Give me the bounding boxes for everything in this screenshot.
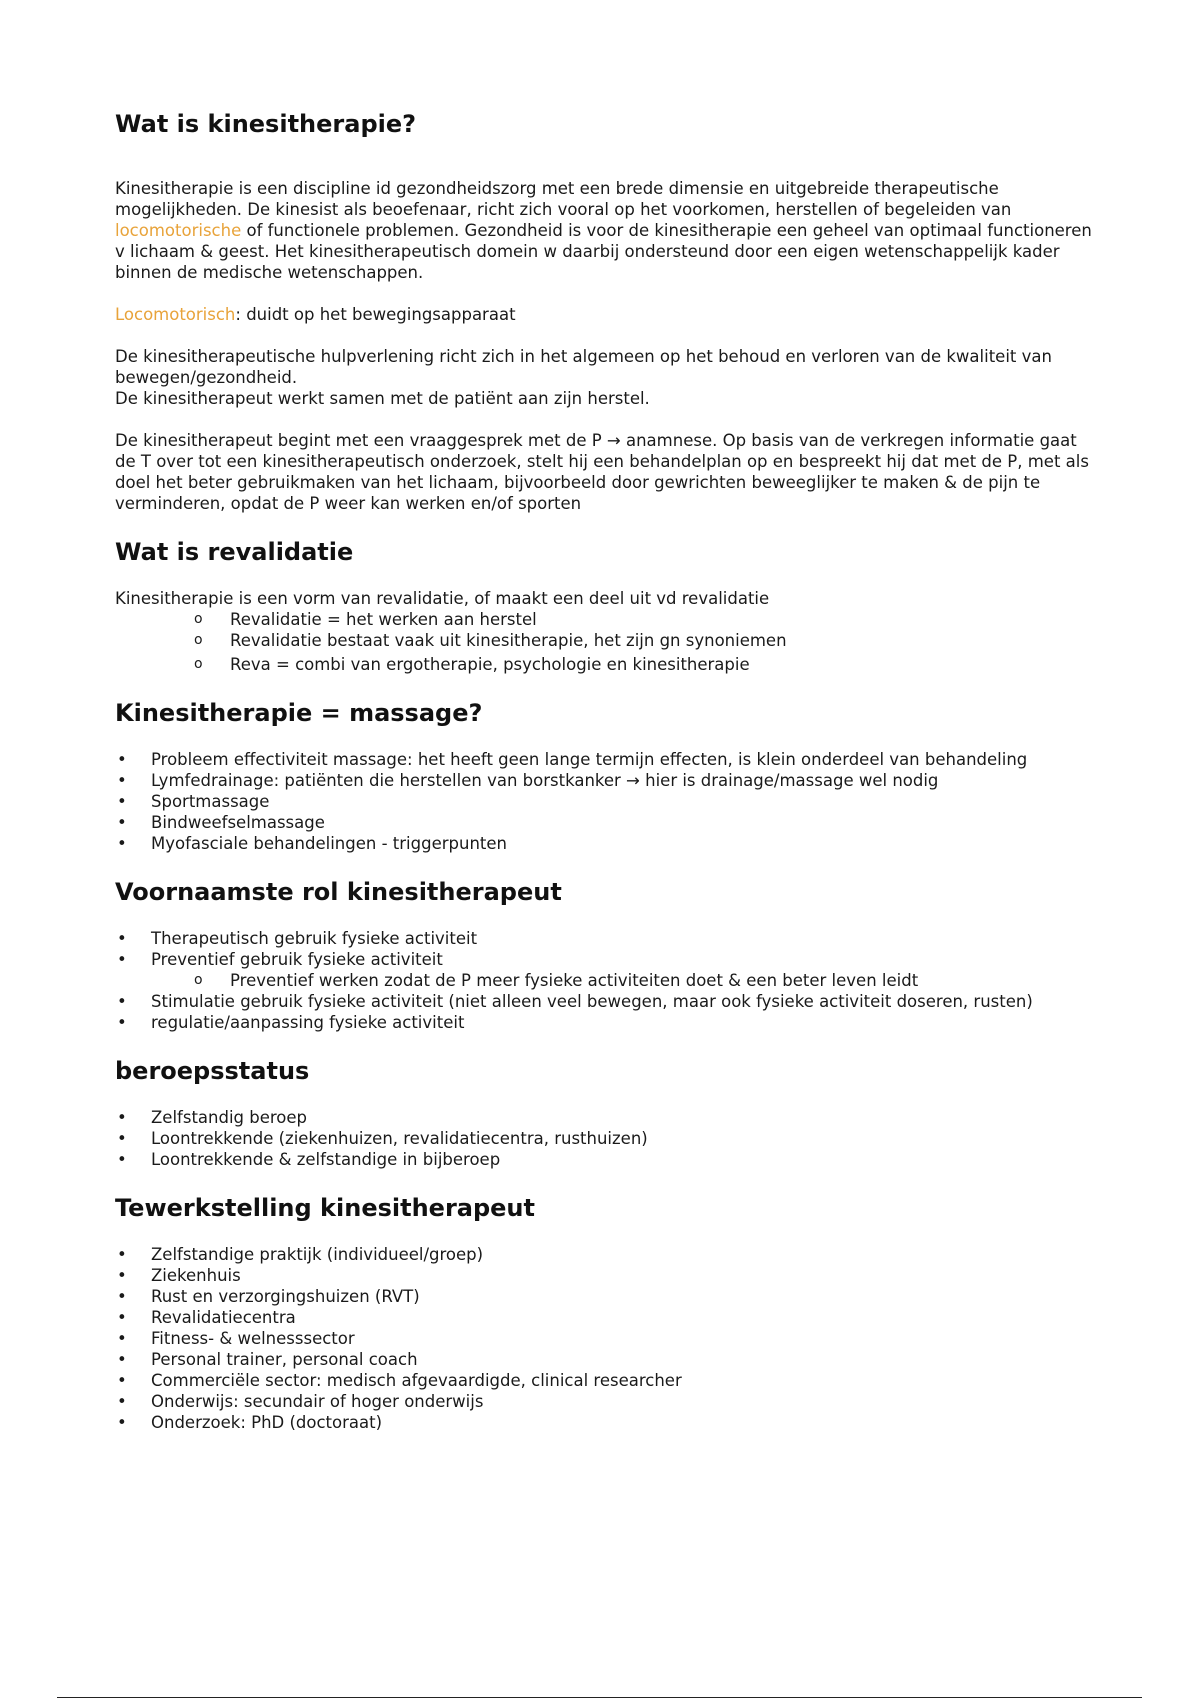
- paragraph-anamnese: De kinesitherapeut begint met een vraaggesprek met de P → anamnese. Op basis van de verkregen informatie gaat de T over tot een kinesitherapeutisch onderzoek, stelt hij een behandelplan op en bespreekt hij dat met de P, met als doel het beter gebruikmaken van het lichaam, bijvoorbeeld door gewrichten beweeglijker te maken & de pijn te verminderen, opdat de P weer kan werken en/of sporten: [115, 431, 1089, 513]
- circle-bullet-icon: o: [194, 656, 203, 672]
- list-item-text: Myofasciale behandelingen - triggerpunten: [151, 834, 507, 853]
- bullet-icon: •: [117, 992, 127, 1011]
- list-item: [115, 1349, 1095, 1370]
- bullet-icon: •: [117, 1287, 127, 1306]
- list-item-text: Rust en verzorgingshuizen (RVT): [151, 1287, 420, 1306]
- heading-wat-is-kinesitherapie: Wat is kinesitherapie?: [115, 110, 417, 138]
- heading-wat-is-revalidatie: Wat is revalidatie: [115, 538, 354, 566]
- heading-voornaamste-rol: Voornaamste rol kinesitherapeut: [115, 878, 562, 906]
- bullet-icon: •: [117, 1350, 127, 1369]
- list-item: [115, 1370, 1095, 1391]
- list-item: [115, 1244, 1095, 1265]
- revalidatie-list: [115, 609, 1095, 675]
- list-item-text: Commerciële sector: medisch afgevaardigde, clinical researcher: [151, 1371, 682, 1390]
- bullet-icon: •: [117, 1413, 127, 1432]
- list-item-text: Loontrekkende & zelfstandige in bijberoep: [151, 1150, 501, 1169]
- list-item: [115, 949, 1095, 970]
- bullet-icon: •: [117, 834, 127, 853]
- list-item: [115, 1107, 1095, 1128]
- bullet-icon: •: [117, 813, 127, 832]
- definition-locomotorisch: [115, 304, 1095, 325]
- list-item-text: Revalidatie bestaat vaak uit kinesitherapie, het zijn gn synoniemen: [230, 631, 787, 650]
- list-item-text: Onderzoek: PhD (doctoraat): [151, 1413, 383, 1432]
- bullet-icon: •: [117, 929, 127, 948]
- list-item-text: Sportmassage: [151, 792, 270, 811]
- list-item: [115, 630, 1095, 651]
- list-item: [115, 1391, 1095, 1412]
- bullet-icon: •: [117, 1150, 127, 1169]
- list-item-text: Zelfstandige praktijk (individueel/groep): [151, 1245, 484, 1264]
- list-item: [115, 1128, 1095, 1149]
- highlight-term: locomotorische: [115, 221, 242, 240]
- list-item: [115, 609, 1095, 630]
- bullet-icon: •: [117, 1371, 127, 1390]
- rol-list-continued: [115, 991, 1095, 1033]
- list-item: [115, 749, 1095, 770]
- list-item-text: Therapeutisch gebruik fysieke activiteit: [151, 929, 478, 948]
- bullet-icon: •: [117, 792, 127, 811]
- list-item: [115, 991, 1095, 1012]
- list-item-text: Zelfstandig beroep: [151, 1108, 308, 1127]
- list-item: [115, 1265, 1095, 1286]
- paragraph-definition: [115, 178, 1095, 283]
- bullet-icon: •: [117, 950, 127, 969]
- list-item-text: Probleem effectiviteit massage: het heeft geen lange termijn effecten, is klein onderdeel van behandeling: [151, 750, 1028, 769]
- list-item: [115, 1328, 1095, 1349]
- list-item: [115, 1307, 1095, 1328]
- list-item-text: Fitness- & welnesssector: [151, 1329, 355, 1348]
- list-item-text: Preventief werken zodat de P meer fysieke activiteiten doet & een beter leven leidt: [230, 971, 919, 990]
- definition-term: Locomotorisch: [115, 305, 236, 324]
- bullet-icon: •: [117, 1108, 127, 1127]
- paragraph-text: Kinesitherapie is een discipline id gezondheidszorg met een brede dimensie en uitgebreide therapeutische mogelijkheden. De kinesist als beoefenaar, richt zich vooral op het voorkomen, herstellen of begeleiden van: [115, 179, 1012, 219]
- bullet-icon: •: [117, 1329, 127, 1348]
- circle-bullet-icon: o: [194, 972, 203, 988]
- heading-beroepsstatus: beroepsstatus: [115, 1057, 310, 1085]
- list-item-text: Ziekenhuis: [151, 1266, 241, 1285]
- list-item: [115, 970, 1095, 991]
- bullet-icon: •: [117, 1266, 127, 1285]
- paragraph-revalidatie-intro: Kinesitherapie is een vorm van revalidatie, of maakt een deel uit vd revalidatie: [115, 589, 770, 608]
- list-item: [115, 833, 1095, 854]
- list-item: [115, 654, 1095, 675]
- list-item-text: Personal trainer, personal coach: [151, 1350, 418, 1369]
- list-item-text: Reva = combi van ergotherapie, psychologie en kinesitherapie: [230, 655, 750, 674]
- massage-list: [115, 749, 1095, 854]
- list-item: [115, 1286, 1095, 1307]
- list-item: [115, 1412, 1095, 1433]
- footer-divider: [57, 1697, 1142, 1698]
- list-item: [115, 1012, 1095, 1033]
- paragraph-text: of functionele problemen. Gezondheid is voor de kinesitherapie een geheel van optimaal functioneren v lichaam & geest. Het kinesitherapeutisch domein w daarbij ondersteund door een eigen wetenschappelijk kader binnen de medische wetenschappen.: [115, 221, 1092, 282]
- list-item: [115, 812, 1095, 833]
- paragraph-hulpverlening: De kinesitherapeutische hulpverlening richt zich in het algemeen op het behoud en verloren van de kwaliteit van bewegen/gezondheid.: [115, 347, 1052, 387]
- paragraph-samenwerking: De kinesitherapeut werkt samen met de patiënt aan zijn herstel.: [115, 389, 650, 408]
- list-item-text: Bindweefselmassage: [151, 813, 325, 832]
- bullet-icon: •: [117, 750, 127, 769]
- rol-sublist: [115, 970, 1095, 991]
- list-item-text: Revalidatie = het werken aan herstel: [230, 610, 537, 629]
- list-item-text: Loontrekkende (ziekenhuizen, revalidatiecentra, rusthuizen): [151, 1129, 648, 1148]
- list-item-text: Lymfedrainage: patiënten die herstellen van borstkanker → hier is drainage/massage wel nodig: [151, 771, 939, 790]
- document-page: [115, 108, 1095, 1433]
- tewerkstelling-list: [115, 1244, 1095, 1433]
- definition-text: : duidt op het bewegingsapparaat: [235, 305, 516, 324]
- list-item-text: Revalidatiecentra: [151, 1308, 296, 1327]
- list-item-text: Onderwijs: secundair of hoger onderwijs: [151, 1392, 484, 1411]
- list-item-text: Stimulatie gebruik fysieke activiteit (niet alleen veel bewegen, maar ook fysieke activiteit doseren, rusten): [151, 992, 1033, 1011]
- bullet-icon: •: [117, 1129, 127, 1148]
- heading-kinesitherapie-massage: Kinesitherapie = massage?: [115, 699, 483, 727]
- rol-list: [115, 928, 1095, 970]
- list-item: [115, 791, 1095, 812]
- list-item-text: Preventief gebruik fysieke activiteit: [151, 950, 443, 969]
- heading-tewerkstelling: Tewerkstelling kinesitherapeut: [115, 1194, 535, 1222]
- bullet-icon: •: [117, 1308, 127, 1327]
- circle-bullet-icon: o: [194, 632, 203, 648]
- beroepsstatus-list: [115, 1107, 1095, 1170]
- list-item: [115, 770, 1095, 791]
- circle-bullet-icon: o: [194, 611, 203, 627]
- list-item-text: regulatie/aanpassing fysieke activiteit: [151, 1013, 465, 1032]
- list-item: [115, 928, 1095, 949]
- bullet-icon: •: [117, 1392, 127, 1411]
- bullet-icon: •: [117, 1013, 127, 1032]
- bullet-icon: •: [117, 1245, 127, 1264]
- list-item: [115, 1149, 1095, 1170]
- bullet-icon: •: [117, 771, 127, 790]
